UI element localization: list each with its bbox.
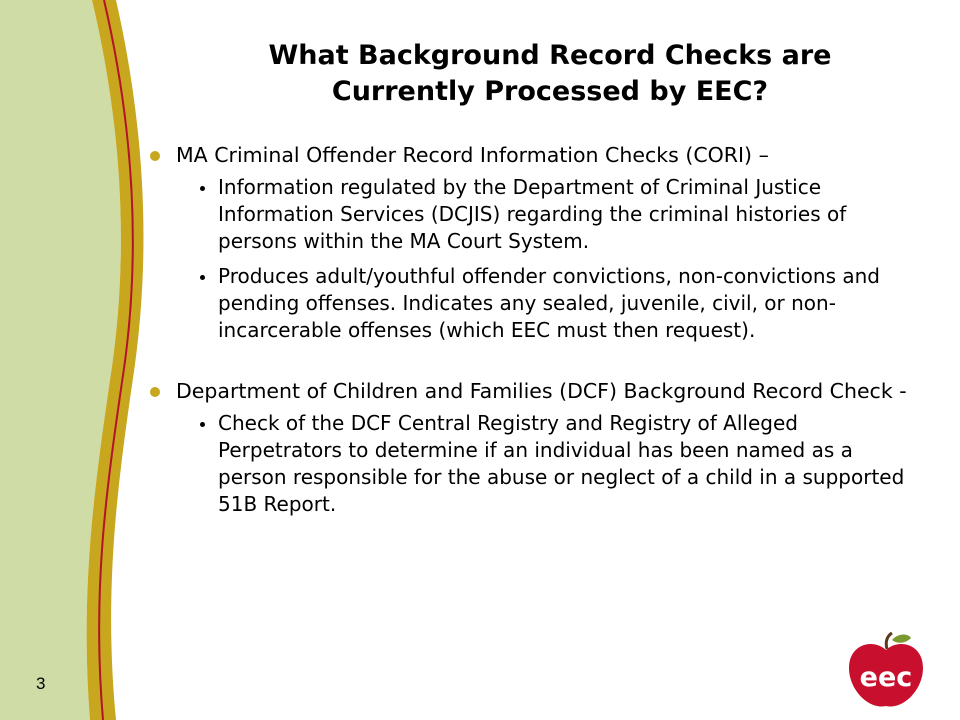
slide-content bbox=[150, 142, 920, 518]
sub-bullet-text: Produces adult/youthful offender convictions, non-convictions and pending offenses. Indicates any sealed, juvenile, civil, or non-incarcerable offenses (which EEC must then request). bbox=[218, 264, 880, 342]
logo-text: eec bbox=[859, 662, 913, 693]
eec-apple-logo bbox=[845, 632, 927, 712]
sub-bullet-dot bbox=[200, 275, 205, 280]
sub-bullet-dot bbox=[200, 186, 205, 191]
sub-bullet-cori-2 bbox=[150, 263, 920, 344]
sub-bullet-dot bbox=[200, 422, 205, 427]
bullet-cori bbox=[150, 142, 920, 169]
bullet-dot bbox=[150, 387, 160, 397]
sub-bullet-cori-1 bbox=[150, 174, 920, 255]
page-number: 3 bbox=[36, 674, 46, 693]
bullet-dcf bbox=[150, 378, 920, 405]
bullet-dcf-text: Department of Children and Families (DCF) Background Record Check - bbox=[176, 379, 907, 403]
slide-title: What Background Record Checks are Currently Processed by EEC? bbox=[268, 40, 832, 107]
bullet-dot bbox=[150, 151, 160, 161]
sub-bullet-dcf-1 bbox=[150, 410, 920, 518]
bullet-cori-text: MA Criminal Offender Record Information Checks (CORI) – bbox=[176, 143, 769, 167]
sub-bullet-text: Check of the DCF Central Registry and Registry of Alleged Perpetrators to determine if an individual has been named as a person responsible for the abuse or neglect of a child in a supported 51B Report. bbox=[218, 411, 905, 516]
sub-bullet-text: Information regulated by the Department of Criminal Justice Information Services (DCJIS) regarding the criminal histories of persons within the MA Court System. bbox=[218, 175, 847, 253]
